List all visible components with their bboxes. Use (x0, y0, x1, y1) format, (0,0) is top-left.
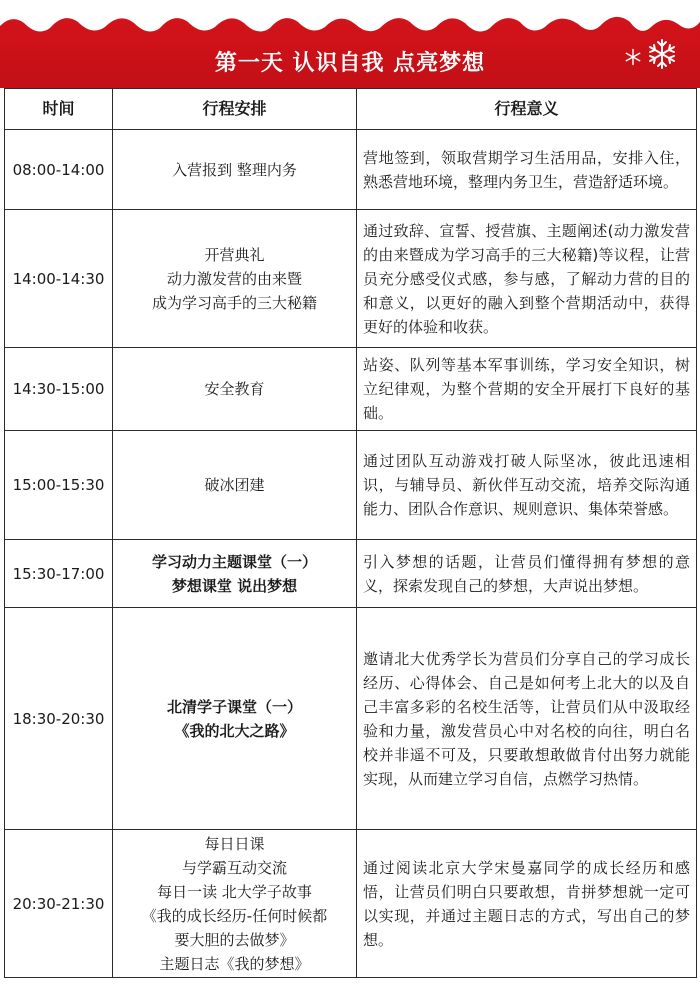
row-meaning: 通过团队互动游戏打破人际坚冰，彼此迅速相识，与辅导员、新伙伴互动交流，培养交际沟通能力、团队合作意识、规则意识、集体荣誉感。 (357, 431, 697, 540)
row-meaning: 营地签到，领取营期学习生活用品，安排入住，熟悉营地环境，整理内务卫生，营造舒适环境。 (357, 130, 697, 210)
schedule-line: 动力激发营的由来暨 (166, 269, 302, 288)
row-schedule (113, 540, 357, 608)
row-schedule (113, 830, 357, 978)
schedule-line: 要大胆的去做梦》 (174, 930, 295, 949)
row-time: 20:30-21:30 (5, 830, 113, 978)
schedule-line: 成为学习高手的三大秘籍 (151, 293, 317, 312)
schedule-line: 破冰团建 (204, 476, 265, 494)
schedule-line: 开营典礼 (204, 245, 265, 264)
schedule-line: 每日日课 (204, 834, 265, 853)
row-schedule (113, 348, 357, 431)
schedule-line: 北清学子课堂（一） (166, 697, 302, 716)
table-row (5, 210, 697, 348)
banner (0, 0, 700, 88)
schedule-line: 与学霸互动交流 (181, 858, 287, 877)
table-row (5, 608, 697, 830)
schedule-line: 安全教育 (204, 380, 265, 398)
snowflake-icon (646, 38, 678, 70)
row-time: 14:30-15:00 (5, 348, 113, 431)
row-time: 18:30-20:30 (5, 608, 113, 830)
table-row (5, 540, 697, 608)
row-schedule (113, 210, 357, 348)
schedule-line: 主题日志《我的梦想》 (159, 954, 310, 973)
header-meaning: 行程意义 (357, 89, 697, 130)
schedule-line: 每日一读 北大学子故事 (157, 882, 312, 901)
table-row (5, 130, 697, 210)
row-meaning: 邀请北大优秀学长为营员们分享自己的学习成长经历、心得体会、自己是如何考上北大的以及自己丰富多彩的名校生活等，让营员们从中汲取经验和力量，激发营员心中对名校的向往，明白名校并非遥不可及，只要敢想敢做肯付出努力就能实现，从而建立学习自信，点燃学习热情。 (357, 608, 697, 830)
row-meaning: 通过致辞、宣誓、授营旗、主题阐述(动力激发营的由来暨成为学习高手的三大秘籍)等议程，让营员充分感受仪式感，参与感，了解动力营的目的和意义，以更好的融入到整个营期活动中，获得更好的体验和收获。 (357, 210, 697, 348)
schedule-line: 《我的成长经历-任何时候都 (141, 906, 328, 925)
row-meaning: 引入梦想的话题，让营员们懂得拥有梦想的意义，探索发现自己的梦想，大声说出梦想。 (357, 540, 697, 608)
schedule-table (4, 88, 697, 978)
schedule-line: 梦想课堂 说出梦想 (171, 576, 298, 595)
row-schedule (113, 130, 357, 210)
table-row (5, 348, 697, 431)
row-time: 14:00-14:30 (5, 210, 113, 348)
header-schedule: 行程安排 (113, 89, 357, 130)
row-schedule (113, 431, 357, 540)
row-time: 15:00-15:30 (5, 431, 113, 540)
snow-edge (0, 0, 700, 40)
snowflake-icon-small (624, 48, 642, 66)
row-meaning: 站姿、队列等基本军事训练，学习安全知识，树立纪律观，为整个营期的安全开展打下良好的基础。 (357, 348, 697, 431)
table-row (5, 830, 697, 978)
table-row (5, 431, 697, 540)
row-time: 08:00-14:00 (5, 130, 113, 210)
schedule-line: 学习动力主题课堂（一） (151, 552, 317, 571)
table-header-row (5, 89, 697, 130)
schedule-line: 入营报到 整理内务 (172, 160, 297, 179)
banner-title: 第一天 认识自我 点亮梦想 (214, 51, 486, 76)
schedule-line: 《我的北大之路》 (174, 721, 295, 740)
row-time: 15:30-17:00 (5, 540, 113, 608)
row-schedule (113, 608, 357, 830)
header-time: 时间 (5, 89, 113, 130)
row-meaning: 通过阅读北京大学宋曼嘉同学的成长经历和感悟，让营员们明白只要敢想，肯拼梦想就一定可以实现，并通过主题日志的方式，写出自己的梦想。 (357, 830, 697, 978)
